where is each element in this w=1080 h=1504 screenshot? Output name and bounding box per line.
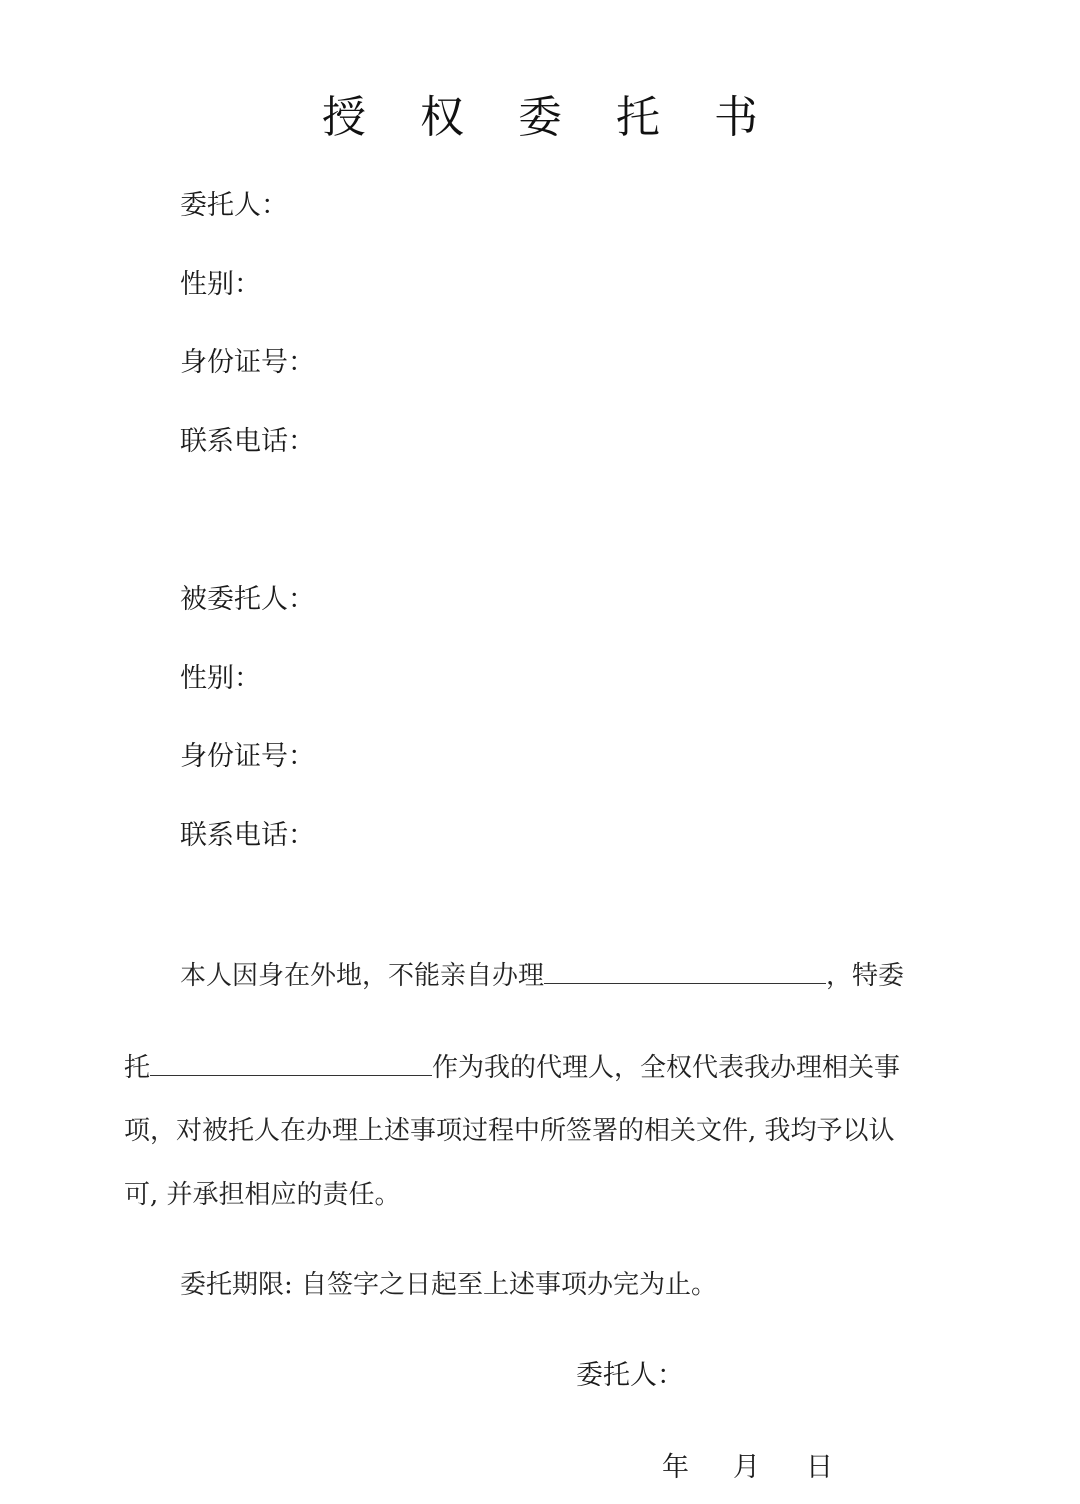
body-line-4: 可, 并承担相应的责任。 (124, 1180, 401, 1210)
body-line-2-end: 作为我的代理人，全权代表我办理相关事 (432, 1053, 901, 1083)
body-line-1-end: ，特委 (826, 961, 905, 991)
matter-blank-line (544, 961, 826, 984)
agent-gender-label: 性别： (180, 663, 261, 694)
agent-id-label: 身份证号： (180, 741, 315, 772)
agent-phone-label: 联系电话： (180, 820, 315, 851)
date-day: 日 (806, 1452, 833, 1483)
principal-name-label: 委托人： (180, 190, 288, 221)
principal-gender-label: 性别： (180, 269, 261, 300)
date-month: 月 (733, 1452, 760, 1483)
body-line-1 (180, 958, 904, 994)
date-year: 年 (662, 1452, 689, 1483)
agent-name-label: 被委托人： (180, 584, 315, 615)
principal-id-label: 身份证号： (180, 347, 315, 378)
signature-label: 委托人： (576, 1360, 684, 1391)
principal-phone-label: 联系电话： (180, 426, 315, 457)
body-line-3: 项，对被托人在办理上述事项过程中所签署的相关文件, 我均予以认 (124, 1116, 895, 1146)
body-line-2 (124, 1050, 900, 1086)
agent-blank-line (150, 1053, 432, 1076)
document-title: 授 权 委 托 书 (322, 92, 778, 143)
body-line-2-start: 托 (124, 1053, 151, 1083)
term-line: 委托期限: 自签字之日起至上述事项办完为止。 (180, 1270, 718, 1300)
body-line-1-start: 本人因身在外地，不能亲自办理 (180, 961, 545, 991)
